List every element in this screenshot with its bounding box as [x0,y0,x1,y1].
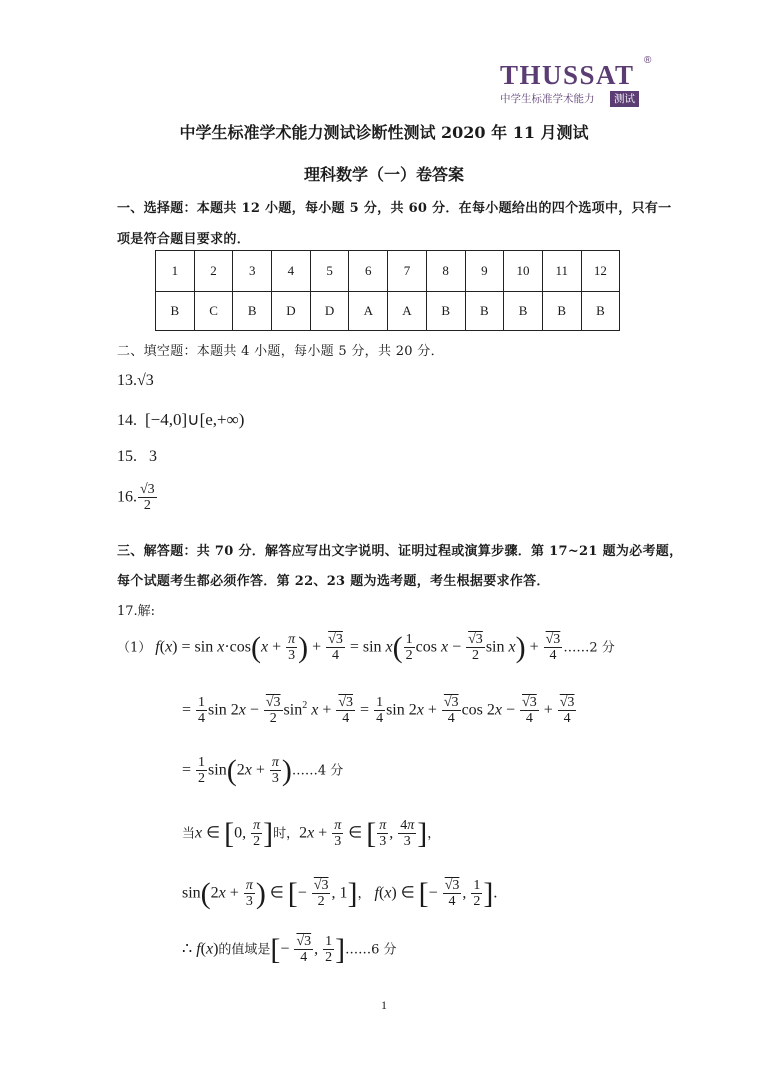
fill-answer-16 [117,482,158,514]
question-label: 13. [117,372,137,389]
answer-choice: D [272,292,311,331]
answer-table [155,250,620,331]
equation-line-3: = $\frac{1}{2}$ sin(2x + $\frac{\pi}{3}$ )……4 分 [182,753,344,787]
answer-choice: B [542,292,581,331]
section2-heading: 二、填空题：本题共 4 小题，每小题 5 分，共 20 分． [117,344,444,359]
question-number: 9 [465,251,504,292]
fill-answer-13 [117,372,154,390]
answer-choice: D [310,292,349,331]
question-number: 7 [388,251,427,292]
page-title: 中学生标准学术能力测试诊断性测试 2020 年 11 月测试 [179,123,589,142]
answer-value: [−4,0]∪[e,+∞) [145,410,245,429]
registered-mark: ® [644,55,652,66]
question-label: 16. [117,488,137,506]
question-number: 6 [349,251,388,292]
section3-heading-line2: 每个试题考生都必须作答．第 22、23 题为选考题，考生根据要求作答． [117,574,550,589]
period-text: . [493,884,498,902]
question-number: 8 [426,251,465,292]
section1-heading-line2: 项是符合题目要求的． [117,232,251,247]
answer-choice: B [233,292,272,331]
question-number: 11 [542,251,581,292]
fraction-numerator: √3 [140,482,155,497]
answer-choice: B [465,292,504,331]
question-number: 2 [194,251,233,292]
answer-fraction [138,482,157,514]
therefore-symbol: ∴ [182,940,193,958]
section1-heading-line1: 一、选择题：本题共 12 小题，每小题 5 分，共 60 分．在每小题给出的四个选项中，只有一 [117,201,672,216]
question-number: 3 [233,251,272,292]
when-text: 当 [182,826,196,842]
answer-choice: A [349,292,388,331]
equation-line-5: sin(2x + $\frac{\pi}{3}$ ) ∈ [− $\frac{√3}{2}$ , 1]， f(x) ∈ [− $\frac{√3}{4}$ , $\frac{1}{2}$ ]. [182,876,498,910]
equation-line-4: 当x ∈ [0, $\frac{\pi}{2}$ ]时，2x + $\frac{\pi}{3}$ ∈ [ $\frac{\pi}{3}$ , $\frac{4\pi}{3}$ ]， [182,816,441,850]
fill-answer-14 [117,410,244,430]
range-text: 的值域是 [218,942,271,958]
answer-value: 3 [149,448,157,465]
question-label: 15. [117,448,137,465]
part-label: （1） [117,640,152,656]
equation-line-6: ∴ f(x)的值域是[− $\frac{√3}{4}$ , $\frac{1}{2}$ ]……6 分 [182,932,397,966]
comma-text: ， [357,886,371,902]
answer-choice: B [426,292,465,331]
logo-subtitle-right: 测试 [610,91,639,107]
page-subtitle: 理科数学（一）卷答案 [303,165,464,184]
logo-subtitle-bar [497,91,643,107]
question-number: 5 [310,251,349,292]
score-note: ……2 分 [563,640,615,656]
score-note: ……4 分 [291,763,344,779]
question-label: 14. [117,412,137,429]
thussat-logo: THUSSAT [500,60,635,90]
section3-heading-line1: 三、解答题：共 70 分．解答应写出文字说明、证明过程或演算步骤．第 17~21 题为必考题， [117,544,683,559]
question-number: 4 [272,251,311,292]
answer-value: √3 [137,372,154,389]
page-number: 1 [381,998,387,1012]
q17-label: 17.解: [117,604,156,619]
fill-answer-15 [117,448,157,466]
score-note: ……6 分 [345,942,397,958]
fraction-denominator: 2 [143,498,151,514]
answer-choice: A [388,292,427,331]
equation-line-2: = $\frac{1}{4}$ sin 2x − $\frac{√3}{2}$ $\sin^2 x$ + $\frac{√3}{4}$ = $\frac{1}{4}$ sin 2x + $\frac{√3}{4}$ cos 2x − $\frac{√3}{4}$ + $\frac{√3}{4}$ [182,695,575,727]
time-text: 时， [273,826,300,842]
answer-choice: B [581,292,620,331]
question-number: 1 [156,251,195,292]
logo-subtitle-left: 中学生标准学术能力 [500,93,595,105]
question-number: 12 [581,251,620,292]
answer-table-header-row [156,251,620,292]
answer-choice: B [156,292,195,331]
comma-text: ， [427,826,441,842]
answer-choice: B [504,292,543,331]
answer-table-choice-row [156,292,620,331]
answer-choice: C [194,292,233,331]
equation-line-1: （1） f(x) = sin x·cos(x + $\frac{\pi}{3}$ ) + $\frac{√3}{4}$ = sin x( $\frac{1}{2}$ cos x − $\frac{√3}{2}$ sin x) + $\frac{√3}{4}$ ……2 分 [117,630,615,664]
question-number: 10 [504,251,543,292]
